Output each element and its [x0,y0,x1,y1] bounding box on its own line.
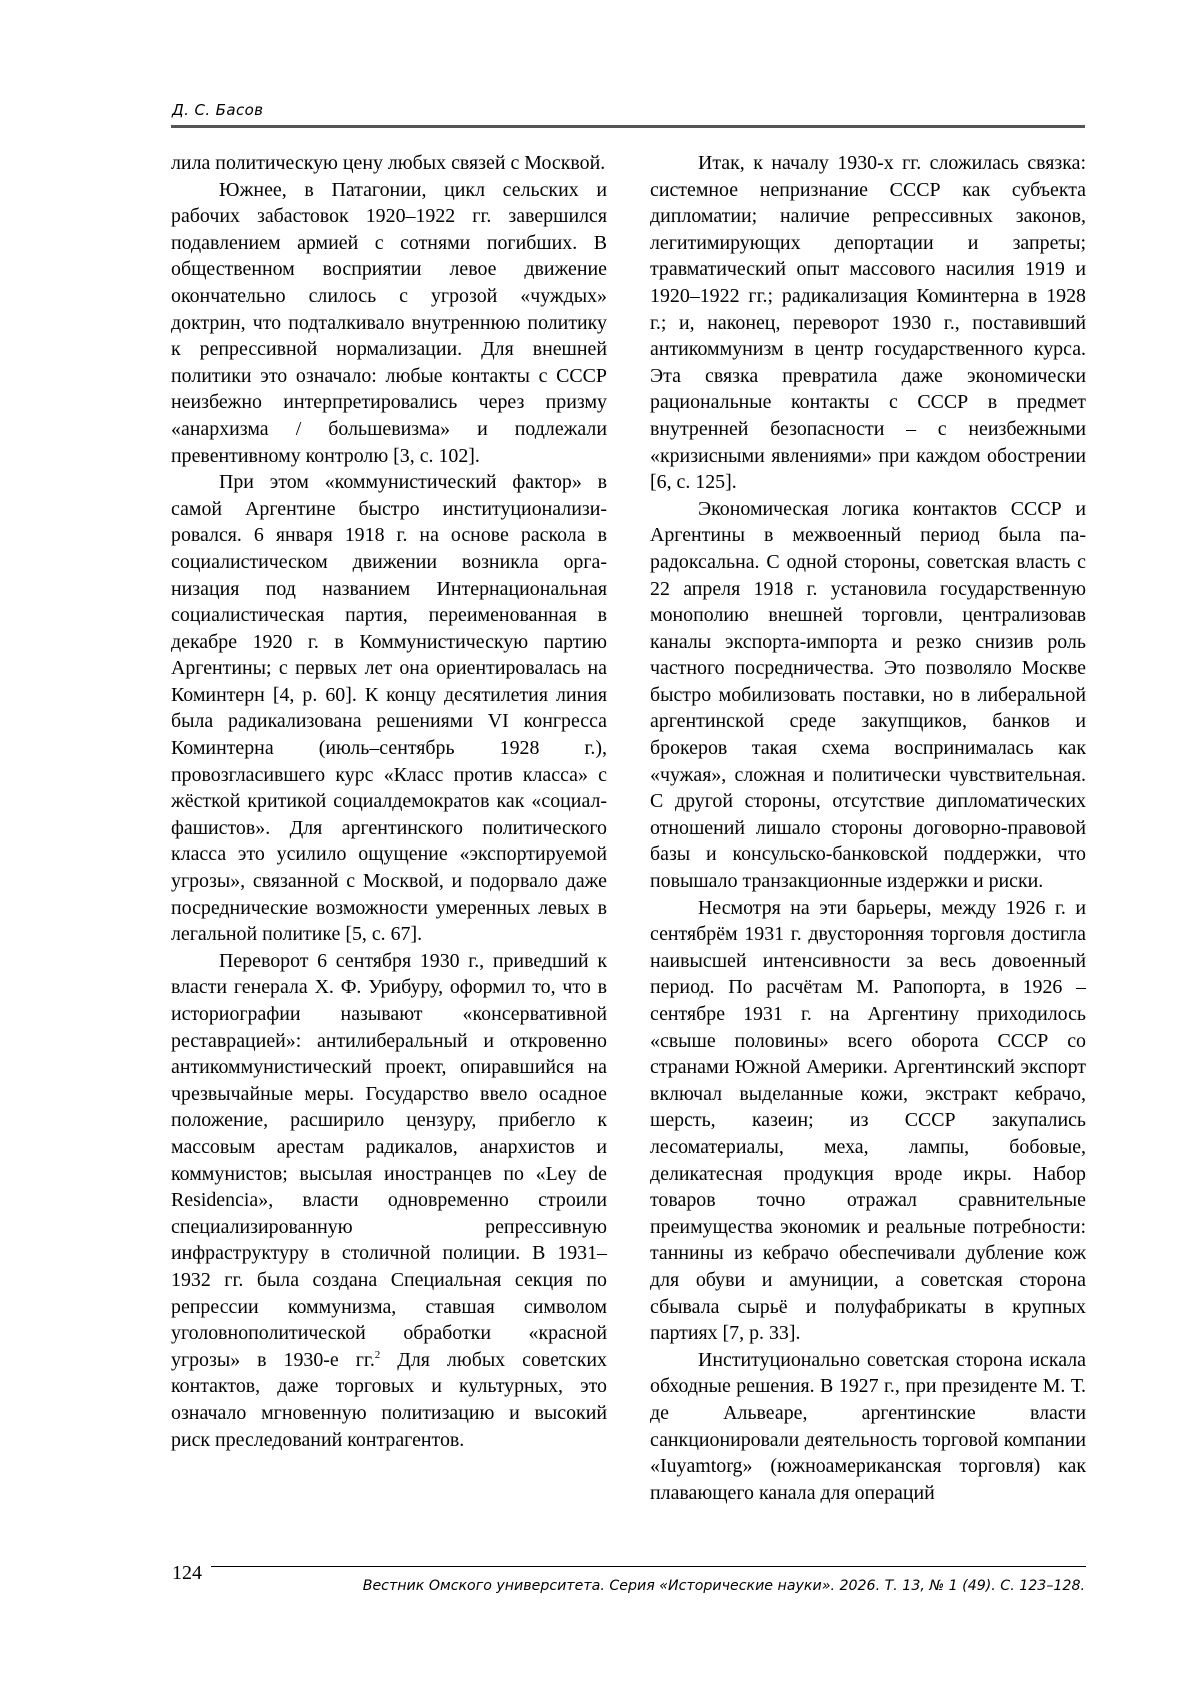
paragraph: Несмотря на эти барьеры, между 1926 г. и сентябрём 1931 г. двусторонняя торговля достигла наивысшей интенсивности за весь довоенный период. По расчётам М. Рапопорта, в 1926 – сентябре 1931 г. на Аргентину приходилось «свыше половины» всего оборота СССР со странами Южной Америки. Аргентинский экспорт включал выделанные кожи, экстракт кебрачо, шерсть, казеин; из СССР закупались лесоматериалы, меха, лампы, бобовые, деликатесная продукция вроде икры. Набор товаров точно отражал сравнительные преимущества экономик и реальные потребности: таннины из кебрачо обеспечивали дубление кож для обуви и амуниции, а советская сторона сбывала сырьё и полуфабрикаты в крупных партиях [7, p. 33]. [650,896,1086,1345]
paragraph: Институционально советская сторона искала обходные решения. В 1927 г., при президенте М. Т. де Альвеаре, аргентинские власти санкционировали деятельность торговой компании «Iuyamtorg» (южноамериканская торговля) как плавающего канала для операций [650,1348,1086,1504]
right-column [650,150,1086,1506]
page-number: 124 [172,1562,202,1584]
paragraph: Итак, к началу 1930-х гг. сложилась связка: системное непризнание СССР как субъекта дипломатии; наличие репрессивных законов, легитимирующих депортации и запреты; травматический опыт массового насилия 1919 и 1920–1922 гг.; радикализация Коминтерна в 1928 г.; и, наконец, переворот 1930 г., поставивший антикоммунизм в центр государственного курса. Эта связка превратила даже экономически рациональные контакты с СССР в предмет внутренней безопасности – с неизбежными «кризисными явлениями» при каждом обострении [6, с. 125]. [650,152,1086,494]
paragraph: Экономическая логика контактов СССР и Аргентины в межвоенный период была парадоксальна. С одной стороны, советская власть с 22 апреля 1918 г. установила государственную монополию внешней торговли, централизовав каналы экспорта-импорта и резко снизив роль частного посредничества. Это позволяло Москве быстро мобилизовать поставки, но в либеральной аргентинской среде закупщиков, банков и брокеров такая схема воспринималась как «чужая», сложная и политически чувствительная. С другой стороны, отсутствие дипломатических отношений лишало стороны договорно-правовой базы и консульско-банковской поддержки, что повышало транзакционные издержки и риски. [650,497,1086,893]
left-column [171,150,607,1453]
running-header-author: Д. С. Басов [172,101,264,119]
journal-citation: Вестник Омского университета. Серия «Исторические науки». 2026. Т. 13, № 1 (49). С. 123–128. [362,1578,1085,1594]
paragraph-text-continued: Для любых советских контактов, даже торговых и культурных, это означало мгновенную политизацию и высокий риск преследований контрагентов. [171,1348,608,1451]
paragraph: лила политическую цену любых связей с Москвой. [171,152,606,174]
paragraph-text: Переворот 6 сентября 1930 г., приведший к власти генерала Х. Ф. Урибуру, оформил то, что в историографии называют «консервативной реставрацией»: антилиберальный и откровенно антикоммунистический проект, опиравшийся на чрезвычайные меры. Государство ввело осадное положение, расширило цензуру, прибегло к массовым арестам радикалов, анархистов и коммунистов; высылая иностранцев по «Ley de Residencia», власти одновременно строили специализированную репрессивную инфраструктуру в столичной полиции. В 1931–1932 гг. была создана Специальная секция по репрессии коммунизма, ставшая символом уголовнополитической обработки «красной угрозы» в 1930-е гг. [171,949,607,1371]
footnote-marker[interactable]: 2 [374,1348,381,1361]
paragraph: При этом «коммунистический фактор» в самой Аргентине быстро институционализировался. 6 января 1918 г. на основе раскола в социалистическом движении возникла организация под названием Интернациональная социалистическая партия, переименованная в декабре 1920 г. в Коммунистическую партию Аргентины; с первых лет она ориентировалась на Коминтерн [4, p. 60]. К концу десятилетия линия была радикализована решениями VI конгресса Коминтерна (июль–сентябрь 1928 г.), провозгласившего курс «Класс против класса» с жёсткой критикой социалдемократов как «социал-фашистов». Для аргентинского политического класса это усилило ощущение «экспортируемой угрозы», связанной с Москвой, и подорвало даже посреднические возможности умеренных левых в легальной политике [5, с. 67]. [171,471,607,946]
paragraph: Южнее, в Патагонии, цикл сельских и рабочих забастовок 1920–1922 гг. завершился подавлением армией с сотнями погибших. В общественном восприятии левое движение окончательно слилось с угрозой «чуждых» доктрин, что подталкивало внутреннюю политику к репрессивной нормализации. Для внешней политики это означало: любые контакты с СССР неизбежно интерпретировались через призму «анархизма / большевизма» и подлежали превентивному контролю [3, с. 102]. [171,178,607,467]
paragraph [171,948,607,1453]
header-rule [171,125,1085,128]
footer-rule [211,1566,1086,1567]
